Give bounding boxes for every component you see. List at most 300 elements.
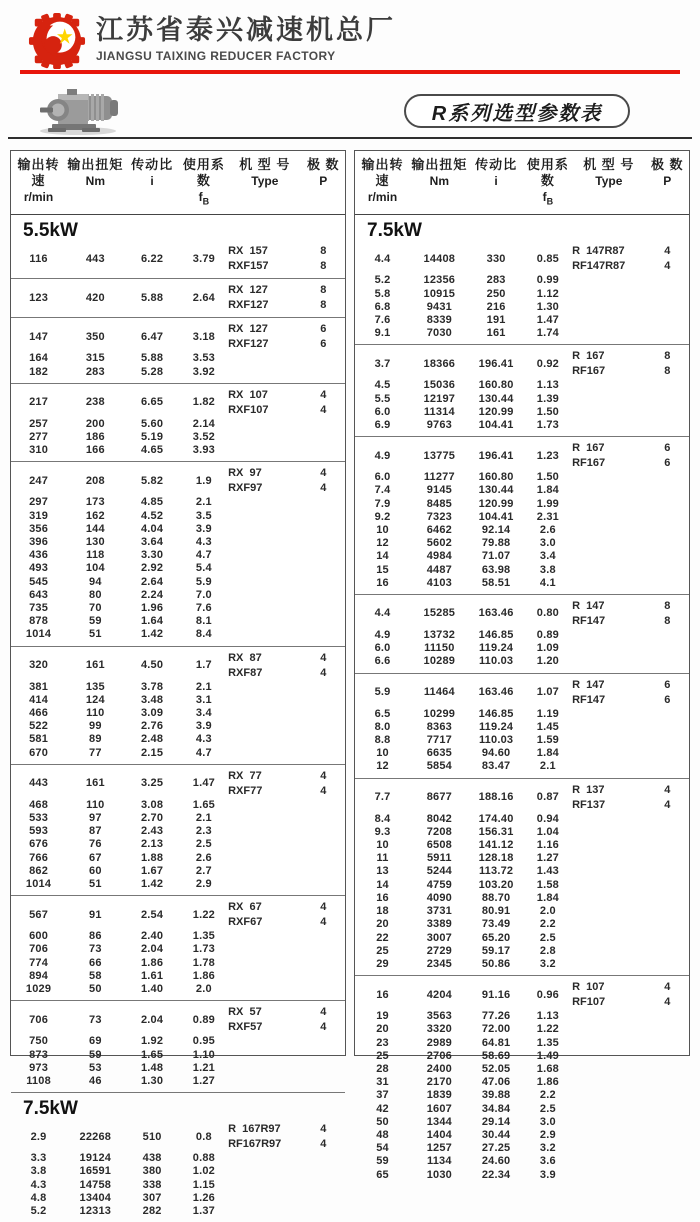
cell: 8339 [426, 314, 452, 326]
power-section-title: 5.5kW [23, 220, 78, 242]
cell: 22268 [79, 1130, 112, 1143]
cell: 1.20 [536, 655, 559, 668]
cell: 2.9 [539, 1128, 556, 1141]
cell: 8.4 [374, 812, 391, 825]
cell: 3.0 [539, 1115, 556, 1128]
cell: 2.5 [539, 1102, 556, 1115]
cell: 4.4 [374, 607, 391, 620]
column-headers [11, 151, 345, 215]
pole-value: 4 [320, 784, 327, 797]
poles-column [302, 769, 345, 799]
cell: 4.7 [195, 549, 212, 562]
cell: 5.9 [374, 686, 391, 699]
table-group [11, 1000, 345, 1092]
group-grid [355, 678, 689, 774]
poles-column [302, 466, 345, 496]
cell: 2.6 [195, 851, 212, 864]
cell: 217 [29, 396, 49, 409]
cell: 9431 [426, 300, 452, 313]
type-label: R 147 [572, 678, 605, 691]
column-header [469, 157, 524, 209]
type-label: R 167 [572, 442, 605, 455]
cell: 5.88 [140, 291, 164, 304]
pole-value: 6 [664, 693, 671, 706]
cell: 1.96 [140, 602, 164, 615]
column-header-unit: i [494, 174, 498, 188]
cell: 1.22 [192, 908, 215, 921]
type-label: RX 107 [228, 388, 268, 401]
cell: 593 [29, 825, 49, 838]
table-group [11, 461, 345, 645]
pole-value: 4 [664, 260, 671, 273]
cell: 2.1 [195, 680, 212, 693]
cell: 257 [29, 417, 49, 430]
company-name-en: JIANGSU TAIXING REDUCER FACTORY [96, 49, 336, 63]
cell: 113.72 [478, 865, 514, 878]
type-label: RF147R87 [572, 260, 626, 273]
column-header [125, 157, 180, 209]
group-grid [11, 769, 345, 891]
cell: 66 [89, 956, 102, 969]
cell: 0.95 [192, 1035, 215, 1048]
cell: 10 [376, 747, 389, 760]
table-panel-right [354, 150, 690, 1181]
cell: 42 [376, 1102, 389, 1115]
cell: 1.7 [195, 659, 212, 672]
cell: 0.89 [192, 1013, 215, 1026]
cell: 1.12 [536, 287, 559, 300]
cell: 420 [85, 291, 105, 304]
cell: 118 [86, 549, 105, 562]
cell: 1.49 [536, 1049, 559, 1062]
cell: 91 [89, 908, 102, 921]
cell: 51 [89, 628, 102, 641]
cell: 99 [89, 720, 102, 733]
cell: 146.85 [478, 629, 514, 642]
cell: 9763 [426, 419, 452, 432]
cell: 73.49 [481, 918, 511, 931]
cell: 1.73 [536, 419, 559, 432]
pole-value: 4 [320, 1006, 327, 1019]
cell: 1.37 [192, 1204, 215, 1217]
table-group [11, 1092, 345, 1222]
cell: 1.65 [140, 1048, 164, 1061]
pole-value: 6 [664, 678, 671, 691]
table-group [355, 344, 689, 436]
cell: 173 [85, 496, 105, 509]
cell: 123 [29, 291, 49, 304]
cell: 54 [376, 1142, 389, 1155]
cell: 0.92 [536, 357, 559, 370]
cell: 161 [85, 777, 105, 790]
cell: 0.80 [536, 607, 559, 620]
cell: 1.64 [140, 615, 164, 628]
cell: 69 [89, 1035, 102, 1048]
cell: 1.65 [192, 798, 215, 811]
cell: 59 [89, 615, 102, 628]
column-header-unit: $f_B$ [198, 190, 210, 207]
cell: 3563 [426, 1010, 452, 1023]
cell: 89 [89, 733, 102, 746]
cell: 766 [29, 851, 49, 864]
cell: 4487 [426, 563, 452, 576]
cell: 130.44 [478, 392, 514, 405]
cell: 3007 [426, 931, 452, 944]
cell: 7208 [426, 825, 452, 838]
type-label: R 167R97 [228, 1123, 281, 1136]
cell: 307 [142, 1191, 162, 1204]
cell: 3.09 [140, 707, 164, 720]
column-header [180, 157, 228, 209]
cell: 3.2 [539, 957, 556, 970]
cell: 59 [89, 1048, 102, 1061]
cell: 468 [29, 798, 49, 811]
page-header [0, 0, 700, 72]
cell: 77.26 [481, 1010, 511, 1023]
cell: 80.91 [481, 905, 511, 918]
cell: 4.7 [195, 746, 212, 759]
cell: 2.6 [539, 524, 556, 537]
type-label: RXF97 [228, 482, 263, 495]
cell: 3731 [426, 905, 452, 918]
column-header [302, 157, 345, 209]
cell: 297 [29, 496, 49, 509]
cell: 9.3 [374, 825, 391, 838]
cell: 19 [376, 1010, 389, 1023]
cell: 356 [29, 522, 49, 535]
column-header [228, 157, 301, 209]
cell: 0.87 [536, 791, 559, 804]
cell: 18 [376, 905, 389, 918]
cell: 3.8 [30, 1165, 47, 1178]
cell: 7.7 [374, 791, 391, 804]
cell: 14408 [423, 252, 456, 265]
type-column [228, 388, 301, 418]
column-header-unit: Nm [85, 174, 105, 188]
cell: 443 [85, 252, 105, 265]
cell: 0.96 [536, 988, 559, 1001]
column-header [410, 157, 468, 209]
cell: 1.27 [192, 1074, 215, 1087]
poles-column [302, 1122, 345, 1152]
cell: 2.1 [539, 760, 556, 773]
cell: 1.59 [536, 734, 559, 747]
cell: 310 [29, 444, 49, 457]
cell: 2400 [426, 1062, 452, 1075]
cell: 414 [29, 693, 49, 706]
cell: 1.43 [536, 865, 559, 878]
cell: 3.78 [140, 680, 164, 693]
type-label: R 147R87 [572, 245, 625, 258]
cell: 2.2 [539, 918, 556, 931]
cell: 200 [85, 417, 105, 430]
cell: 3.93 [192, 444, 215, 457]
cell: 88.70 [481, 891, 511, 904]
cell: 4.85 [140, 496, 164, 509]
cell: 7.6 [195, 602, 212, 615]
cell: 1.22 [536, 1023, 559, 1036]
cell: 4.5 [374, 379, 391, 392]
cell: 3.53 [192, 352, 215, 365]
cell: 4.3 [195, 733, 212, 746]
pole-value: 4 [320, 482, 327, 495]
pole-value: 4 [320, 666, 327, 679]
poles-column [302, 244, 345, 274]
cell: 706 [29, 1013, 49, 1026]
cell: 247 [29, 474, 49, 487]
table-group [355, 673, 689, 778]
group-grid [355, 980, 689, 1182]
cell: 2.3 [195, 825, 212, 838]
cell: 8.4 [195, 628, 212, 641]
cell: 12 [376, 537, 389, 550]
cell: 1.07 [536, 686, 559, 699]
cell: 128.18 [478, 852, 514, 865]
cell: 706 [29, 943, 49, 956]
cell: 15285 [423, 607, 456, 620]
column-header-cn: 机 型 号 [239, 157, 291, 172]
column-header-cn: 极 数 [650, 157, 684, 172]
type-label: RX 57 [228, 1006, 262, 1019]
cell: 1.50 [536, 471, 559, 484]
type-column [572, 678, 645, 708]
cell: 5602 [426, 537, 452, 550]
cell: 1.19 [536, 707, 559, 720]
column-header-cn: 输出转速 [361, 157, 404, 188]
pole-value: 4 [320, 1138, 327, 1151]
cell: 58.51 [481, 576, 511, 589]
column-header-unit: r/min [367, 190, 398, 204]
cell: 161 [85, 659, 105, 672]
cell: 3.18 [192, 330, 215, 343]
cell: 4.3 [195, 536, 212, 549]
table-panel-left [10, 150, 346, 1217]
cell: 6.0 [374, 405, 391, 418]
cell: 238 [85, 396, 105, 409]
cell: 5.8 [374, 287, 391, 300]
cell: 144 [85, 522, 105, 535]
cell: 774 [29, 956, 49, 969]
column-header-cn: 输出扭矩 [67, 157, 124, 172]
cell: 315 [85, 352, 105, 365]
table-group [11, 764, 345, 895]
type-column [572, 599, 645, 629]
cell: 2345 [426, 957, 452, 970]
cell: 3.2 [539, 1142, 556, 1155]
cell: 146.85 [478, 707, 514, 720]
type-label: RXF77 [228, 784, 263, 797]
cell: 600 [29, 930, 49, 943]
gear-motor-photo [34, 84, 122, 136]
cell: 5.2 [374, 274, 391, 287]
pole-value: 8 [664, 350, 671, 363]
cell: 191 [486, 314, 506, 326]
cell: 19124 [79, 1152, 112, 1165]
type-column [572, 441, 645, 471]
cell: 13775 [423, 449, 456, 462]
column-header [646, 157, 689, 209]
cell: 1.86 [192, 969, 215, 982]
cell: 1.10 [192, 1048, 215, 1061]
cell: 2.64 [192, 291, 215, 304]
cell: 4.4 [374, 252, 391, 265]
cell: 182 [29, 365, 49, 378]
cell: 1607 [426, 1102, 452, 1115]
cell: 443 [29, 777, 49, 790]
cell: 50.86 [481, 957, 511, 970]
cell: 160.80 [478, 379, 514, 392]
cell: 2.13 [140, 838, 164, 851]
cell: 110 [86, 707, 105, 720]
cell: 381 [29, 680, 49, 693]
cell: 60 [89, 864, 102, 877]
cell: 2.31 [536, 510, 559, 523]
cell: 1.42 [140, 878, 164, 891]
cell: 14 [376, 878, 389, 891]
cell: 3.64 [140, 536, 164, 549]
cell: 16591 [79, 1165, 112, 1178]
cell: 2706 [426, 1049, 452, 1062]
table-group [355, 215, 689, 344]
cell: 186 [85, 431, 105, 443]
cell: 72.00 [481, 1023, 511, 1036]
cell: 1404 [426, 1128, 452, 1141]
cell: 0.94 [536, 812, 559, 825]
cell: 2.7 [195, 864, 212, 877]
type-label: RXF127 [228, 338, 269, 351]
column-header-cn: 机 型 号 [583, 157, 635, 172]
group-grid [355, 441, 689, 590]
cell: 533 [29, 812, 49, 825]
cell: 1014 [25, 878, 52, 891]
cell: 878 [29, 615, 49, 628]
cell: 2.1 [195, 496, 212, 509]
cell: 3.8 [539, 563, 556, 576]
pole-value: 6 [320, 323, 327, 336]
cell: 1.15 [192, 1178, 215, 1191]
cell: 12 [376, 760, 389, 773]
cell: 22 [376, 931, 389, 944]
cell: 7.0 [195, 588, 212, 601]
cell: 1.67 [140, 864, 164, 877]
cell: 3.3 [30, 1152, 47, 1165]
cell: 3.9 [195, 522, 212, 535]
cell: 25 [376, 1049, 389, 1062]
pole-value: 8 [320, 245, 327, 258]
cell: 3.1 [195, 693, 212, 706]
cell: 1.68 [536, 1062, 559, 1075]
table-group [355, 436, 689, 594]
cell: 208 [85, 474, 105, 487]
table-group [11, 383, 345, 462]
cell: 110.03 [478, 655, 514, 668]
poles-column [302, 1005, 345, 1035]
cell: 119.24 [478, 642, 514, 655]
poles-column [646, 783, 689, 813]
cell: 1030 [426, 1168, 452, 1181]
cell: 7323 [426, 510, 452, 523]
type-label: RF167 [572, 365, 606, 378]
cell: 103.20 [478, 878, 514, 891]
cell: 1.23 [536, 449, 559, 462]
cell: 670 [29, 746, 49, 759]
cell: 0.8 [195, 1130, 212, 1143]
cell: 2.14 [192, 417, 215, 430]
column-header-unit: r/min [23, 190, 54, 204]
type-label: RF147 [572, 615, 606, 628]
column-header-cn: 使用系数 [182, 157, 225, 188]
cell: 86 [89, 930, 102, 943]
type-label: RX 127 [228, 284, 268, 297]
pole-value: 8 [320, 299, 327, 312]
cell: 23 [376, 1036, 389, 1049]
cell: 7717 [426, 734, 452, 747]
cell: 58.69 [481, 1049, 511, 1062]
cell: 3.08 [140, 798, 164, 811]
type-label: RF147 [572, 693, 606, 706]
type-column [228, 283, 301, 313]
poles-column [646, 441, 689, 471]
cell: 18366 [423, 357, 456, 370]
cell: 2.40 [140, 930, 164, 943]
group-grid [355, 599, 689, 669]
column-header [572, 157, 645, 209]
cell: 160.80 [478, 471, 514, 484]
column-header-unit: $f_B$ [542, 190, 554, 207]
cell: 30.44 [481, 1128, 511, 1141]
group-grid [355, 244, 689, 340]
cell: 53 [89, 1061, 102, 1074]
pole-value: 4 [664, 996, 671, 1009]
type-label: RF167 [572, 457, 606, 470]
group-grid [11, 1005, 345, 1088]
type-column [228, 466, 301, 496]
cell: 1257 [426, 1142, 452, 1155]
cell: 92.14 [481, 524, 511, 537]
cell: 2.9 [30, 1130, 47, 1143]
type-label: RF167R97 [228, 1138, 282, 1151]
cell: 10 [376, 839, 389, 852]
cell: 1.02 [192, 1165, 215, 1178]
cell: 3.9 [539, 1168, 556, 1181]
cell: 4.04 [140, 522, 164, 535]
cell: 5.19 [140, 431, 164, 443]
cell: 6.9 [374, 419, 391, 432]
cell: 2.70 [140, 812, 164, 825]
cell: 643 [29, 588, 49, 601]
cell: 196.41 [478, 357, 514, 370]
cell: 50 [376, 1115, 389, 1128]
cell: 3.5 [195, 509, 212, 522]
cell: 319 [29, 509, 49, 522]
dark-divider-rule [8, 137, 692, 139]
cell: 0.88 [192, 1152, 215, 1165]
pole-value: 4 [320, 388, 327, 401]
cell: 11150 [424, 642, 455, 655]
cell: 250 [486, 287, 506, 300]
pole-value: 8 [664, 600, 671, 613]
type-column [228, 322, 301, 352]
cell: 3.79 [192, 252, 215, 265]
type-column [572, 980, 645, 1010]
cell: 11464 [423, 686, 455, 699]
cell: 1344 [426, 1115, 452, 1128]
cell: 13 [376, 865, 389, 878]
cell: 163.46 [478, 686, 514, 699]
cell: 1839 [426, 1089, 452, 1102]
cell: 8485 [426, 497, 452, 510]
type-label: RXF107 [228, 403, 269, 416]
